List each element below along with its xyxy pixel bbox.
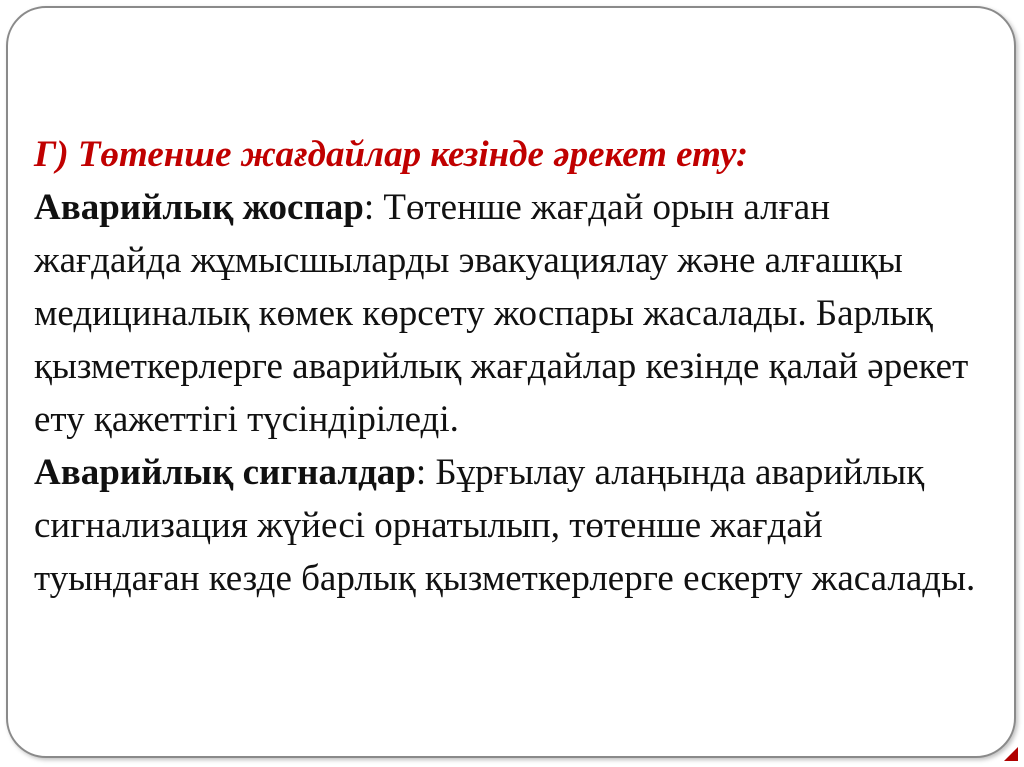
separator: : xyxy=(415,452,436,493)
term-emergency-signals: Аварийлық сигналдар xyxy=(34,452,416,493)
slide-heading: Г) Төтенше жағдайлар кезінде әрекет ету: xyxy=(34,134,749,175)
paragraph-emergency-signals xyxy=(34,446,984,605)
paragraph-emergency-plan xyxy=(34,181,984,446)
separator: : xyxy=(363,187,384,228)
text-emergency-signals: Бұрғылау алаңында аварийлық сигнализация жүйесі орнатылып, төтенше жағдай туындаған кезде барлық қызметкерлерге ескерту жасалады. xyxy=(34,452,976,599)
slide-content xyxy=(34,128,984,605)
text-emergency-plan: Төтенше жағдай орын алған жағдайда жұмысшыларды эвакуациялау және алғашқы медициналық көмек көрсету жоспары жасалады. Барлық қызметкерлерге аварийлық жағдайлар кезінде қалай әрекет ету қажеттігі түсіндіріледі. xyxy=(34,187,969,440)
corner-triangle-decoration xyxy=(1004,747,1018,761)
term-emergency-plan: Аварийлық жоспар xyxy=(34,187,364,228)
